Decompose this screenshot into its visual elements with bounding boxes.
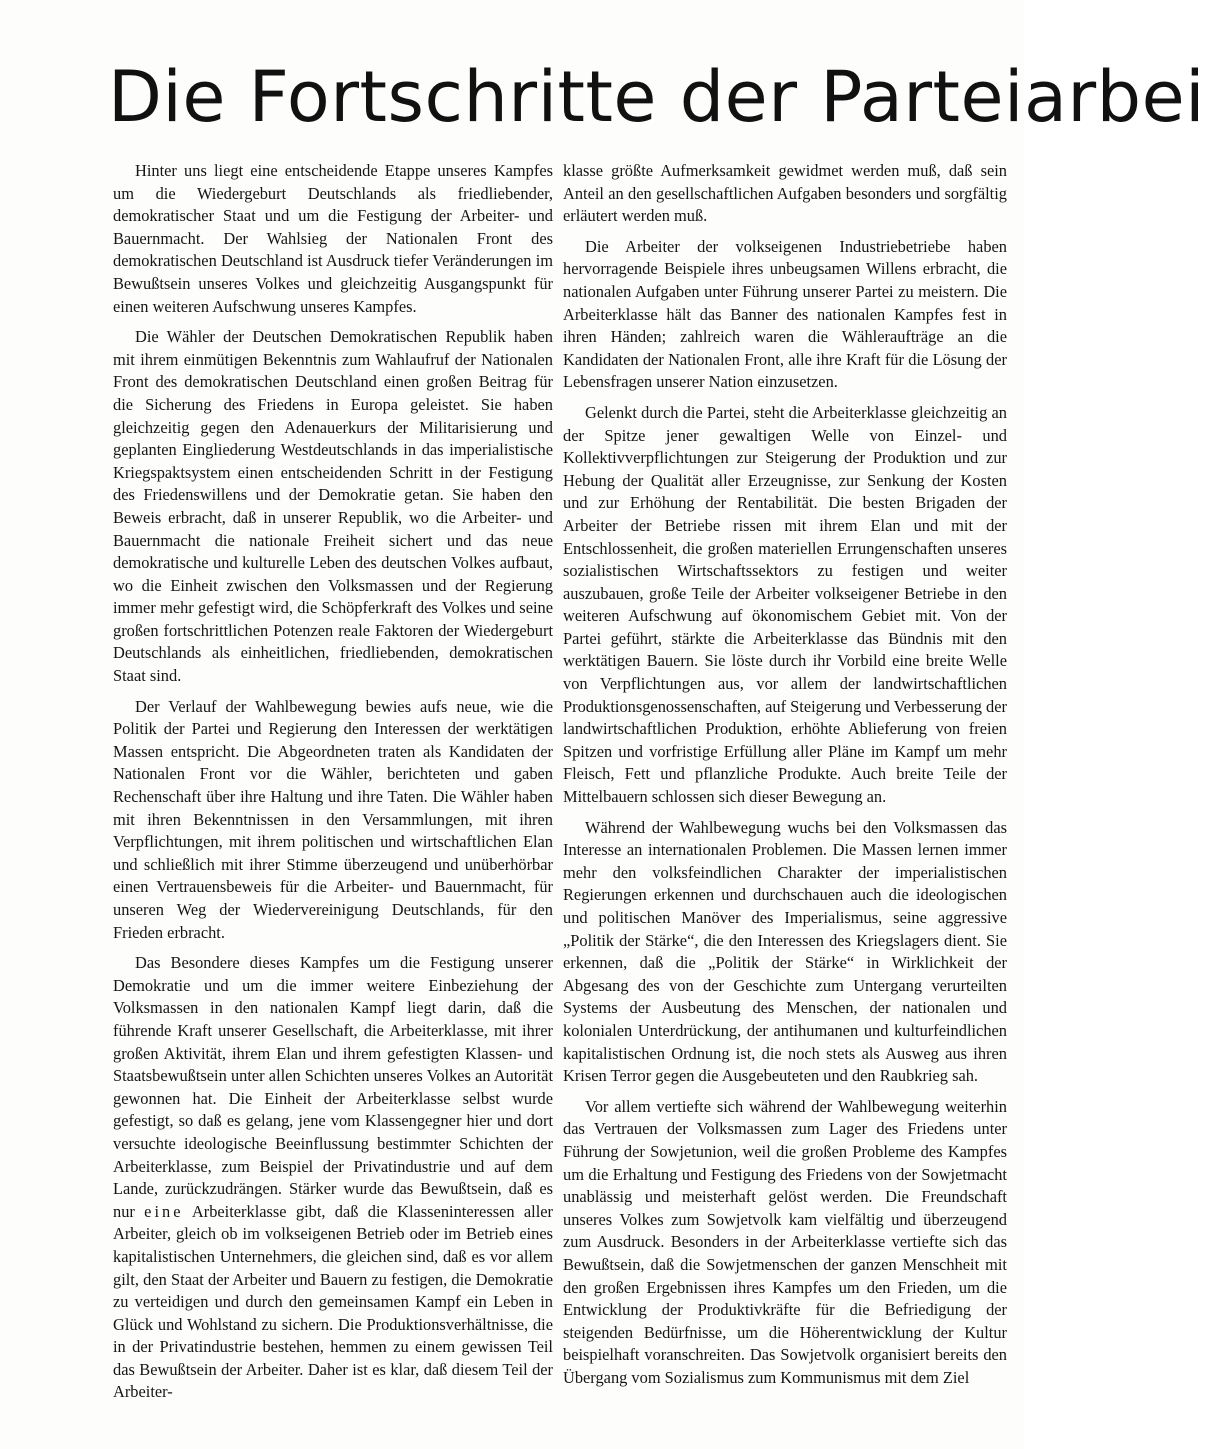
paragraph: Das Besondere dieses Kampfes um die Festigung unserer Demokratie und um die immer weitere Einbeziehung der Volksmassen in den nationalen Kampf liegt darin, daß die führende Kraft unserer Gesellschaft, die Arbeiterklasse, mit ihrer großen Aktivität, ihrem Elan und ihrem gefestigten Klassen- und Staatsbewußtsein unter allen Schichten unseres Volkes an Autorität gewonnen hat. Die Einheit der Arbeiterklasse selbst wurde gefestigt, so daß es gelang, jene vom Klassengegner hier und dort versuchte ideologische Beeinflussung bestimmter Schichten der Arbeiterklasse, zum Beispiel der Privatindustrie und auf dem Lande, zurückzudrängen. Stärker wurde das Bewußtsein, daß es nur eine Arbeiterklasse gibt, daß die Klasseninteressen aller Arbeiter, gleich ob im volkseigenen Betrieb oder im Betrieb eines kapitalistischen Unternehmers, die gleichen sind, daß es vor allem gilt, den Staat der Arbeiter und Bauern zu festigen, die Demokratie zu verteidigen und durch den gemeinsamen Kampf ein Leben in Glück und Wohlstand zu sichern. Die Produktionsverhältnisse, die in der Privatindustrie bestehen, hemmen zu einem gewissen Teil das Bewußtsein der Arbeiter. Daher ist es klar, daß diesem Teil der Arbeiter- [113, 953, 553, 1402]
paragraph: Die Wähler der Deutschen Demokratischen Republik haben mit ihrem einmütigen Bekenntnis zum Wahlaufruf der Nationalen Front des demokratischen Deutschland einen großen Beitrag für die Sicherung des Friedens in Europa geleistet. Sie haben gleichzeitig gegen den Adenauerkurs der Militarisierung und geplanten Eingliederung Westdeutschlands in das imperialistische Kriegspaktsystem einen entscheidenden Schritt in der Festigung des Friedenswillens und der Demokratie getan. Sie haben den Beweis erbracht, daß in unserer Republik, wo die Arbeiter- und Bauernmacht die nationale Freiheit sichert und das neue demokratische und kulturelle Leben des deutschen Volkes aufbaut, wo die Einheit zwischen den Volksmassen und der Regierung immer mehr gefestigt wird, die Schöpferkraft des Volkes und seine großen fortschrittlichen Potenzen reale Faktoren der Wiedergeburt Deutschlands als einheitlichen, friedliebenden, demokratischen Staat sind. [113, 327, 553, 686]
paragraph: Hinter uns liegt eine entscheidende Etappe unseres Kampfes um die Wiedergeburt Deutschlands als friedliebender, demokratischer Staat und um die Festigung der Arbeiter- und Bauernmacht. Der Wahlsieg der Nationalen Front des demokratischen Deutschland ist Ausdruck tiefer Veränderungen im Bewußtsein unseres Volkes und gleichzeitig Ausgangspunkt für einen weiteren Aufschwung unseres Kampfes. [113, 161, 553, 316]
paragraph: Der Verlauf der Wahlbewegung bewies aufs neue, wie die Politik der Partei und Regierung den Interessen der werktätigen Massen entspricht. Die Abgeordneten traten als Kandidaten der Nationalen Front vor die Wähler, berichteten und gaben Rechenschaft über ihre Haltung und ihre Taten. Die Wähler haben mit ihren Bekenntnissen in den Versammlungen, mit ihren Verpflichtungen, mit ihrem politischen und wirtschaftlichen Elan und schließlich mit ihrer Stimme überzeugend und unüberhörbar einen Vertrauensbeweis für die Arbeiter- und Bauernmacht, für unseren Weg der Wiedervereinigung Deutschlands, für den Frieden erbracht. [113, 696, 553, 942]
paragraph: Gelenkt durch die Partei, steht die Arbeiterklasse gleichzeitig an der Spitze jener gewaltigen Welle von Einzel- und Kollektivverpflichtungen zur Steigerung der Produktion und zur Hebung der Qualität aller Erzeugnisse, zur Senkung der Kosten und zur Erhöhung der Rentabilität. Die besten Brigaden der Arbeiter der Betriebe rissen mit ihrem Elan und mit der Entschlossenheit, die großen materiellen Errungenschaften unseres sozialistischen Wirtschaftssektors zu festigen und weiter auszubauen, große Teile der Arbeiter volkseigener Betriebe in den weiteren Aufschwung auf ökonomischem Gebiet mit. Von der Partei geführt, stärkte die Arbeiterklasse das Bündnis mit den werktätigen Bauern. Sie löste durch ihr Vorbild eine breite Welle von Verpflichtungen aus, vor allem der landwirtschaftlichen Produktionsgenossenschaften, auf Steigerung und Verbesserung der landwirtschaftlichen Produktion, erhöhte Ablieferung von freien Spitzen und vorfristige Erfüllung aller Pläne im Kampf um mehr Fleisch, Fett und pflanzliche Produkte. Auch breite Teile der Mittelbauern schlossen sich dieser Bewegung an. [563, 402, 1007, 807]
right-text-column [563, 160, 1007, 1397]
paragraph: Während der Wahlbewegung wuchs bei den Volksmassen das Interesse an internationalen Problemen. Die Massen lernen immer mehr den volksfeindlichen Charakter der imperialistischen Regierungen erkennen und durchschauen auch die ideologischen und politischen Manöver des Imperialismus, seine aggressive „Politik der Stärke“, die den Interessen des Kriegslagers dient. Sie erkennen, daß die „Politik der Stärke“ in Wirklichkeit der Abgesang des von der Geschichte zum Untergang verurteilten Systems der Ausbeutung des Menschen, der nationalen und kolonialen Unterdrückung, der antihumanen und kulturfeindlichen kapitalistischen Ordnung ist, die noch stets als Ausweg aus ihren Krisen Terror gegen die Ausgebeuteten und den Raubkrieg sah. [563, 817, 1007, 1086]
left-text-column [113, 160, 553, 1412]
paragraph-continuation: klasse größte Aufmerksamkeit gewidmet werden muß, daß sein Anteil an den gesellschaftlichen Aufgaben besonders und sorgfältig erläutert werden muß. [563, 161, 1007, 226]
emphasized-word: eine [144, 1201, 184, 1221]
paragraph: Die Arbeiter der volkseigenen Industriebetriebe haben hervorragende Beispiele ihres unbeugsamen Willens erbracht, die nationalen Aufgaben unter Führung unserer Partei zu meistern. Die Arbeiterklasse hält das Banner des nationalen Kampfes fest in ihren Händen; zahlreich waren die Wähleraufträge an die Kandidaten der Nationalen Front, alle ihre Kraft für die Lösung der Lebensfragen unserer Nation einzusetzen. [563, 236, 1007, 392]
paragraph: Vor allem vertiefte sich während der Wahlbewegung weiterhin das Vertrauen der Volksmassen zum Lager des Friedens unter Führung der Sowjetunion, weil die großen Probleme des Kampfes um die Erhaltung und Festigung des Friedens von der Sowjetmacht unablässig und meisterhaft gelöst werden. Die Freundschaft unseres Volkes zum Sowjetvolk kam vielfältig und überzeugend zum Ausdruck. Besonders in der Arbeiterklasse vertiefte sich das Bewußtsein, daß die Sowjetmenschen der ganzen Menschheit mit den großen Ergebnissen ihres Kampfes um den Frieden, um die Entwicklung der Produktivkräfte für die Befriedigung der steigenden Bedürfnisse, um die Höherentwicklung der Kultur beispielhaft voranschreiten. Das Sowjetvolk organisiert bereits den Übergang vom Sozialismus zum Kommunismus mit dem Ziel [563, 1096, 1007, 1387]
article-title: Die Fortschritte der Parteiarbei [108, 56, 1205, 138]
